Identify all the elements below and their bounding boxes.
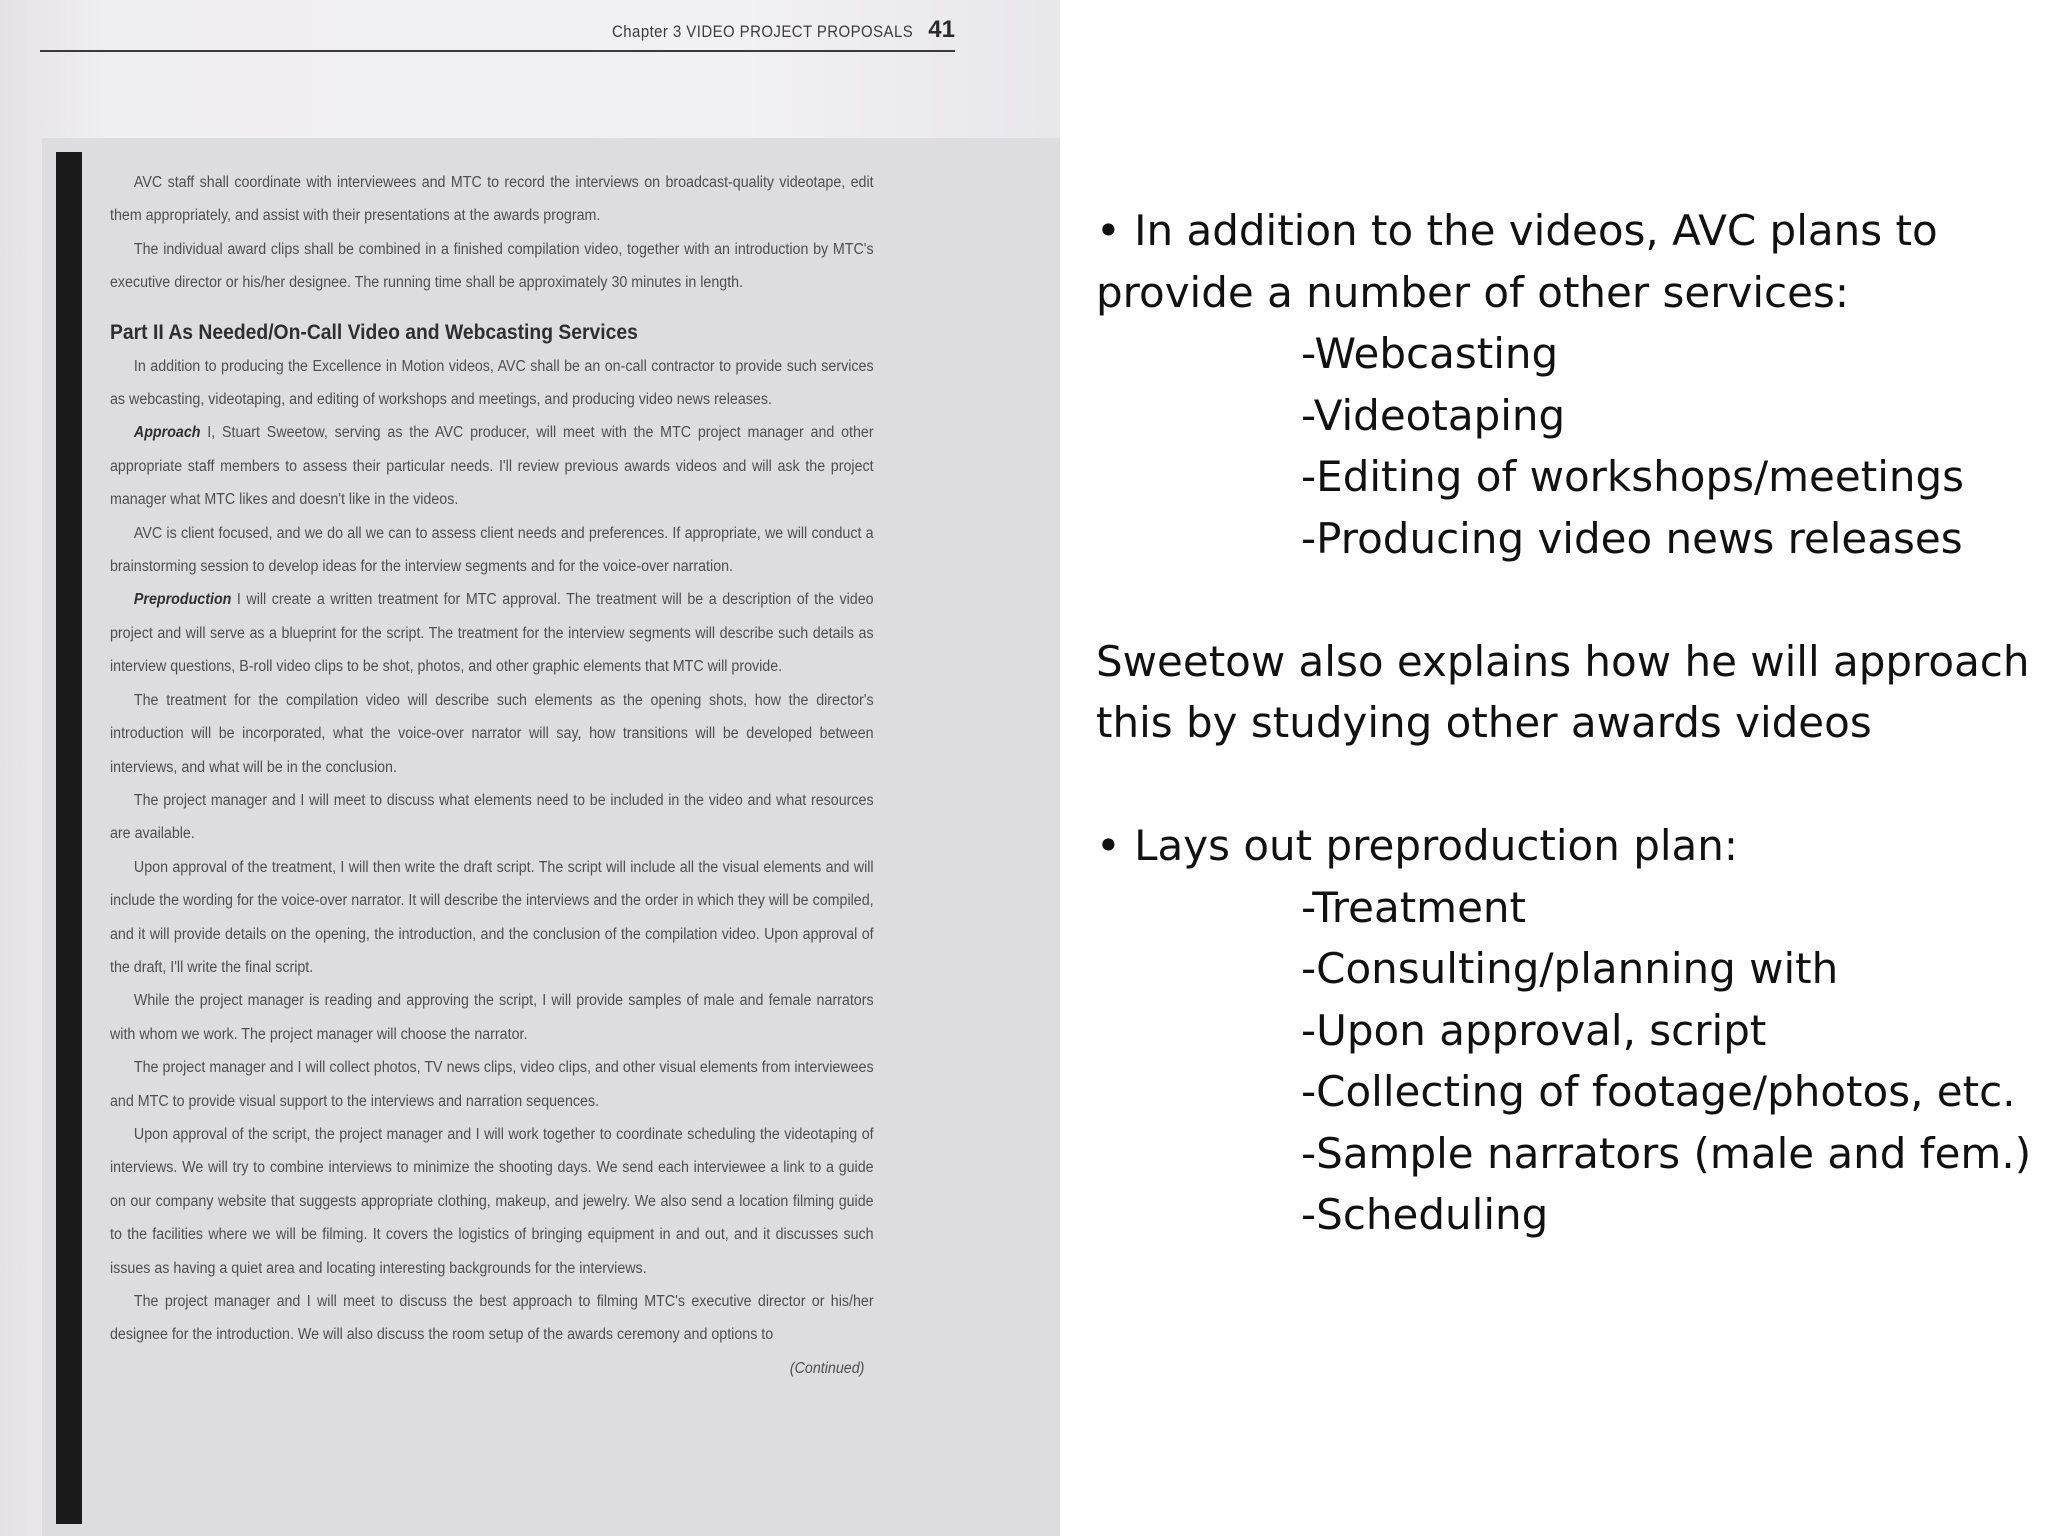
body-paragraph: Upon approval of the script, the project manager and I will work together to coordinate scheduling the videotaping of interviews. We will try to combine interviews to minimize the shooting days. We send each interviewee a link to a guide on our company website that suggests appropriate clothing, makeup, and jewelry. We also send a location filming guide to the facilities where we will be filming. It covers the logistics of bringing equipment in and out, and it discusses such issues as having a quiet area and locating interesting backgrounds for the interviews. [110, 1125, 874, 1277]
body-paragraph: Upon approval of the treatment, I will then write the draft script. The script will include all the visual elements and will include the wording for the voice-over narrator. It will describe the interviews and the order in which they will be compiled, and it will provide details on the opening, the introduction, and the conclusion of the compilation video. Upon approval of the draft, I'll write the final script. [110, 858, 874, 976]
preproduction-text: I will create a written treatment for MTC approval. The treatment will be a description of the video project and will serve as a blueprint for the script. The treatment for the interview segments will describe such details as interview questions, B-roll video clips to be shot, photos, and other graphic elements that MTC will provide. [110, 591, 874, 676]
bullet-services: • In addition to the videos, AVC plans to [1096, 206, 1938, 255]
bullet-preproduction: • Lays out preproduction plan: [1096, 821, 1739, 870]
body-paragraph: The project manager and I will meet to discuss the best approach to filming MTC's executive director or his/her designee for the introduction. We will also discuss the room setup of the awards ceremony and options to [110, 1293, 874, 1344]
page-header [40, 10, 955, 52]
plan-item: -Upon approval, script [1301, 1005, 1767, 1055]
body-paragraph: AVC is client focused, and we do all we can to assess client needs and preferences. If appropriate, we will conduct a brainstorming session to develop ideas for the interview segments and for the voice-over narration. [110, 524, 874, 576]
service-item: -Producing video news releases [1301, 513, 1963, 563]
service-item: -Editing of workshops/meetings [1301, 452, 1965, 501]
body-paragraph: The project manager and I will meet to discuss what elements need to be included in the video and what resources are available. [110, 791, 874, 843]
spacer [1096, 569, 2036, 631]
service-item: -Videotaping [1301, 390, 1566, 440]
body-paragraph: In addition to producing the Excellence in Motion videos, AVC shall be an on-call contractor to provide such services as webcasting, videotaping, and editing of workshops and meetings, and producing video news releases. [110, 357, 874, 409]
preproduction-paragraph [110, 583, 874, 683]
plan-item: -Collecting of footage/photos, etc. [1301, 1067, 2016, 1116]
chapter-title: Chapter 3 VIDEO PROJECT PROPOSALS [611, 22, 913, 41]
book-body-text [110, 166, 874, 1385]
slide-notes [1096, 200, 2036, 1246]
body-paragraph: AVC staff shall coordinate with interviewees and MTC to record the interviews on broadcast-quality videotape, edit them appropriately, and assist with their presentations at the awards program. [110, 174, 874, 225]
approach-line: Sweetow also explains how he will approach [1096, 636, 2030, 686]
plan-item: -Treatment [1301, 882, 1527, 932]
body-paragraph: While the project manager is reading and approving the script, I will provide samples of male and female narrators with whom we work. The project manager will choose the narrator. [110, 992, 874, 1043]
body-paragraph: The individual award clips shall be combined in a finished compilation video, together with an introduction by MTC's executive director or his/her designee. The running time shall be approximately 30 minutes in length. [110, 240, 874, 292]
sidebar-accent-bar [56, 152, 82, 1524]
plan-item: -Consulting/planning with [1301, 944, 1839, 993]
approach-line: this by studying other awards videos [1096, 698, 1872, 747]
bullet-services-cont: provide a number of other services: [1096, 267, 1849, 317]
approach-paragraph [110, 416, 874, 516]
approach-text: I, Stuart Sweetow, serving as the AVC producer, will meet with the MTC project manager and other appropriate staff members to assess their particular needs. I'll review previous awards videos and will ask the project manager what MTC likes and doesn't like in the videos. [110, 424, 874, 509]
body-paragraph: The treatment for the compilation video will describe such elements as the opening shots, how the director's introduction will be incorporated, what the voice-over narrator will say, how transitions will be developed between interviews, and what will be in the conclusion. [110, 691, 874, 776]
section-heading: Part II As Needed/On-Call Video and Webcasting Services [110, 320, 638, 344]
plan-item: -Scheduling [1301, 1190, 1549, 1239]
spacer [1096, 754, 2036, 816]
continued-label: (Continued) [789, 1359, 865, 1377]
approach-label: Approach [133, 424, 201, 442]
body-paragraph: The project manager and I will collect photos, TV news clips, video clips, and other visual elements from interviewees and MTC to provide visual support to the interviews and narration sequences. [110, 1059, 874, 1110]
preproduction-label: Preproduction [133, 591, 232, 609]
service-item: -Webcasting [1301, 329, 1559, 378]
plan-item: -Sample narrators (male and fem.) [1301, 1128, 2032, 1178]
page-number: 41 [928, 16, 955, 43]
